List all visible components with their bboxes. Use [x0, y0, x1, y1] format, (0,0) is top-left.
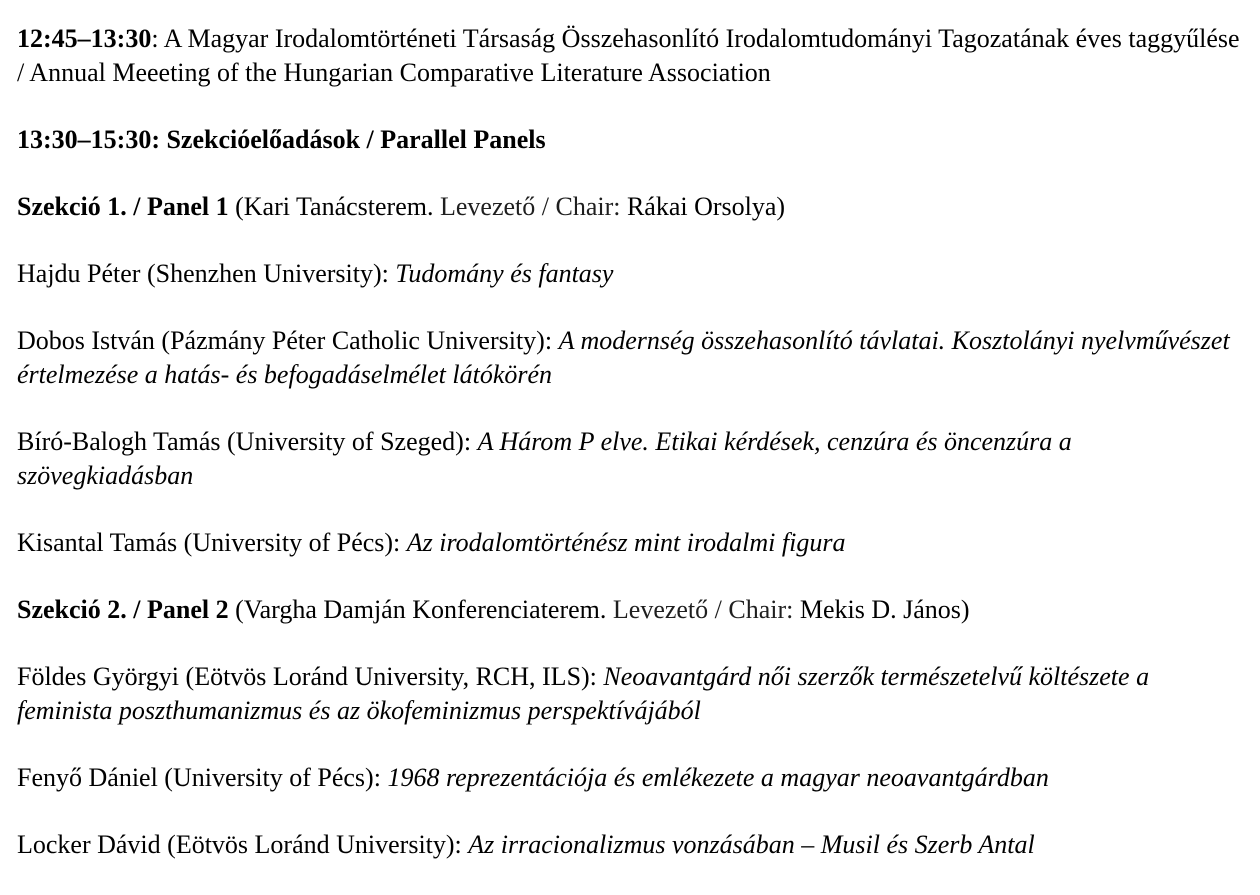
panel-1-talk-4	[17, 526, 1242, 560]
panel-1-talk-1	[17, 257, 1242, 291]
talk-speaker: Hajdu Péter (Shenzhen University):	[17, 259, 396, 288]
panel-2-talk-1	[17, 660, 1242, 728]
meeting-time: 12:45–13:30	[17, 24, 152, 53]
talk-speaker: Földes Györgyi (Eötvös Loránd University, RCH, ILS):	[17, 662, 604, 691]
panel-1-talk-2	[17, 324, 1242, 392]
talk-title: 1968 reprezentációja és emlékezete a magyar neoavantgárdban	[387, 763, 1049, 792]
panel-2-room: (Vargha Damján Konferenciaterem.	[228, 595, 613, 624]
talk-speaker: Dobos István (Pázmány Péter Catholic University):	[17, 326, 559, 355]
annual-meeting-entry	[17, 22, 1242, 90]
panel-1-talk-3	[17, 425, 1242, 493]
panel-2-chair-label: Levezető / Chair:	[612, 595, 800, 624]
talk-speaker: Locker Dávid (Eötvös Loránd University):	[17, 830, 469, 859]
meeting-text-separator: /	[17, 58, 30, 87]
talk-speaker: Kisantal Tamás (University of Pécs):	[17, 528, 407, 557]
talk-title: Neoavantgárd női szerzők természetelvű költészete a feminista poszthumanizmus és az ökofeminizmus perspektívájából	[17, 662, 1150, 725]
panel-1-title: Szekció 1. / Panel 1	[17, 192, 229, 221]
program-document	[17, 22, 1242, 895]
panel-2-heading	[17, 593, 1242, 627]
talk-title: Tudomány és fantasy	[395, 259, 614, 288]
talk-title: A modernség összehasonlító távlatai. Kosztolányi nyelvművészet értelmezése a hatás- és befogadáselmélet látókörén	[17, 326, 1230, 389]
meeting-text-en: Annual Meeeting of the Hungarian Comparative Literature Association	[29, 58, 771, 87]
talk-speaker: Fenyő Dániel (University of Pécs):	[17, 763, 388, 792]
panel-2-chair-name: Mekis D. János)	[799, 595, 970, 624]
panel-2-talk-3	[17, 828, 1242, 862]
parallel-panels-heading: 13:30–15:30: Szekcióelőadások / Parallel Panels	[17, 125, 546, 154]
panel-1-chair-label: Levezető / Chair:	[439, 192, 627, 221]
meeting-text-hu: A Magyar Irodalomtörténeti Társaság Összehasonlító Irodalomtudományi Tagozatának éves taggyűlése	[163, 24, 1240, 53]
talk-title: A Három P elve. Etikai kérdések, cenzúra és öncenzúra a szövegkiadásban	[17, 427, 1072, 490]
talk-speaker: Bíró-Balogh Tamás (University of Szeged):	[17, 427, 478, 456]
panel-1-heading	[17, 190, 1242, 224]
panel-1-chair-name: Rákai Orsolya)	[626, 192, 786, 221]
panel-1-room: (Kari Tanácsterem.	[228, 192, 440, 221]
panel-2-talk-2	[17, 761, 1242, 795]
meeting-separator: :	[151, 24, 164, 53]
panel-2-title: Szekció 2. / Panel 2	[17, 595, 229, 624]
talk-title: Az irodalomtörténész mint irodalmi figura	[406, 528, 846, 557]
talk-title: Az irracionalizmus vonzásában – Musil és Szerb Antal	[468, 830, 1035, 859]
